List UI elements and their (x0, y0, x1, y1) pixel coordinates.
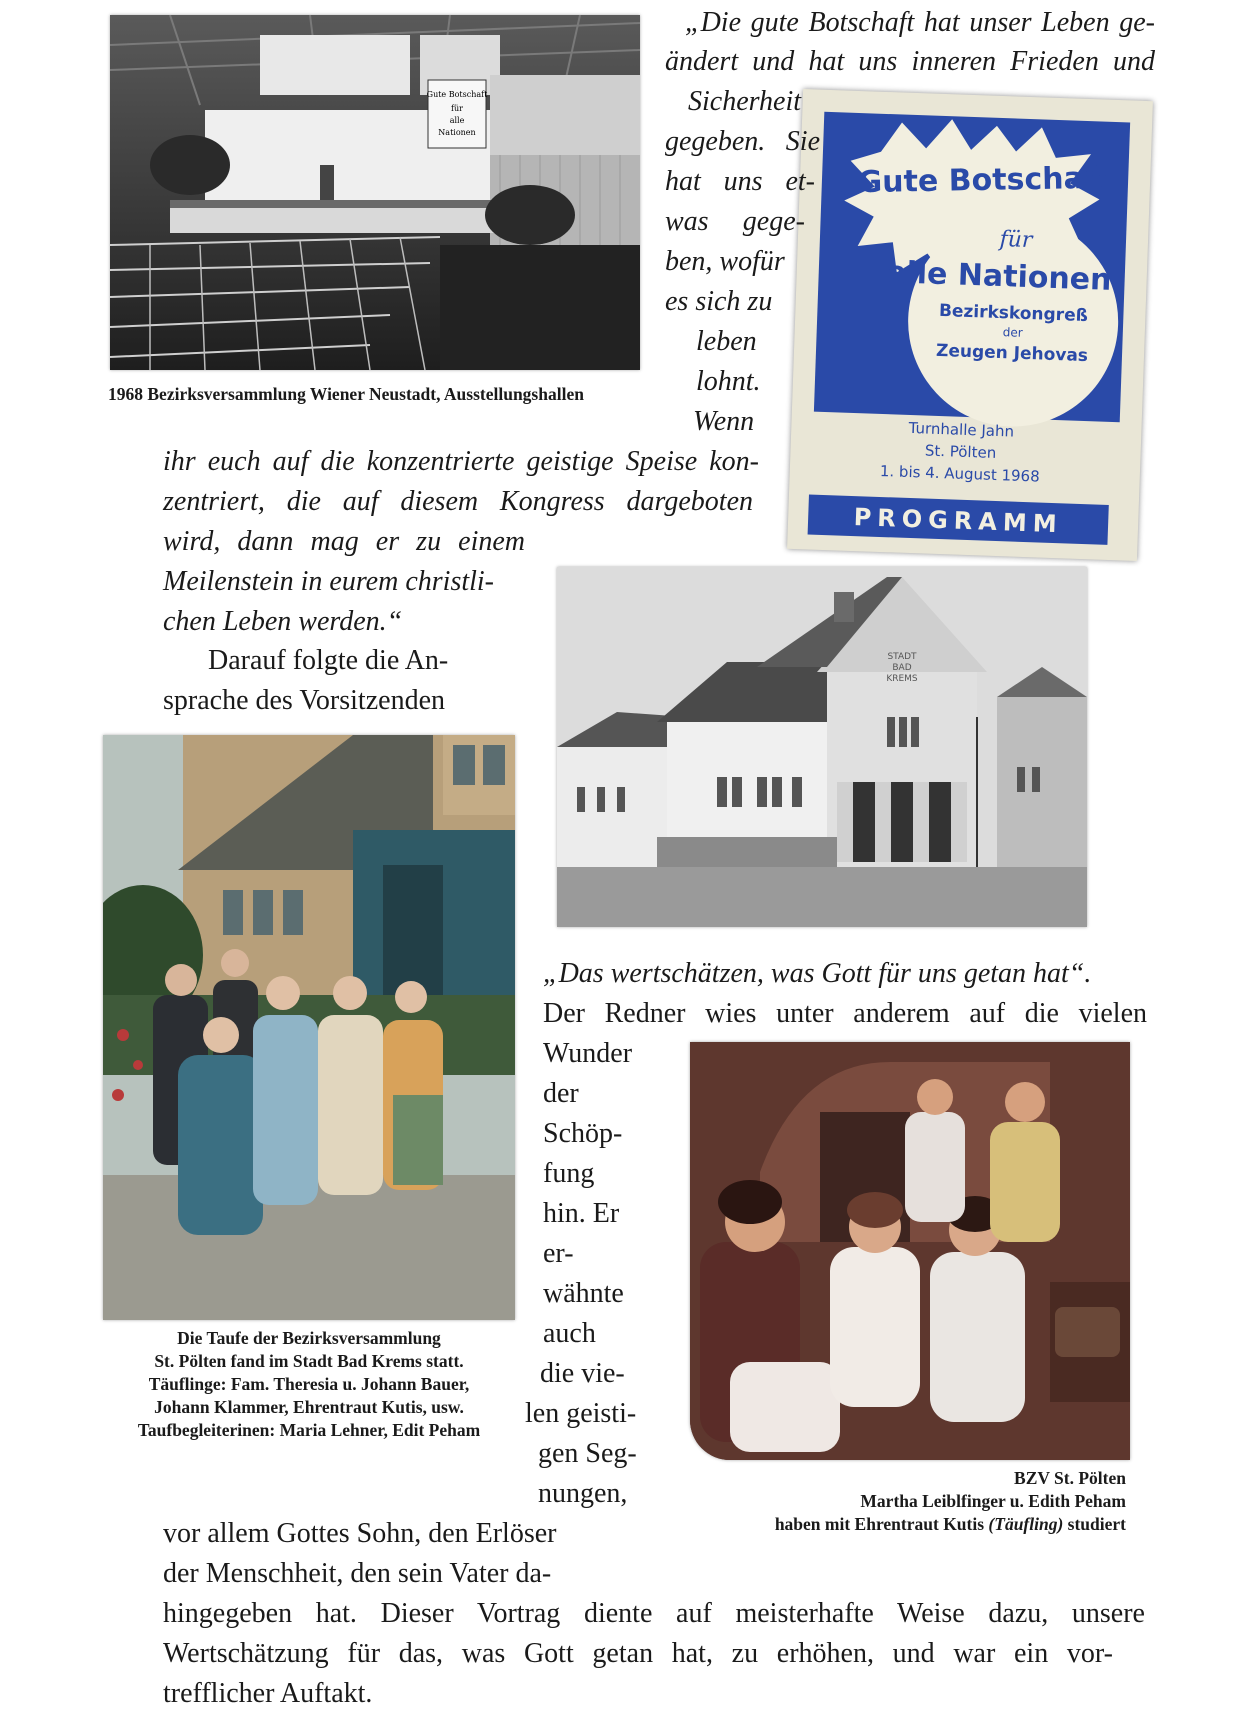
quote-line-5: hat uns et- (665, 166, 815, 197)
quote-line-9: leben (696, 326, 757, 357)
para2-line-10: die vie- (540, 1358, 625, 1389)
program-band-text: PROGRAMM (853, 503, 1064, 539)
quote-line-8: es sich zu (665, 286, 773, 317)
baptism-caption-line3: Täuflinge: Fam. Theresia u. Johann Bauer, (148, 1374, 470, 1394)
banner-text-1: Gute Botschaft (426, 90, 488, 99)
quote-line-15: Meilenstein in eurem christli- (163, 566, 494, 597)
quote-line-13: zentriert, die auf diesem Kongress dargeboten (163, 486, 753, 517)
program-title-line1: „Gute Botschaft (837, 160, 1112, 201)
para2-line-3: der (543, 1078, 579, 1109)
study-caption-line3c: studiert (1063, 1514, 1126, 1534)
para2-line-14: vor allem Gottes Sohn, den Erlöser (163, 1518, 557, 1549)
exhibition-hall-image (110, 15, 640, 370)
program-booklet-photo (795, 95, 1155, 565)
baptism-caption (103, 1327, 515, 1442)
program-dates: 1. bis 4. August 1968 (879, 461, 1041, 486)
para2-line-5: fung (543, 1158, 595, 1189)
baptism-group-image (103, 735, 515, 1320)
baptism-caption-line4: Johann Klammer, Ehrentraut Kutis, usw. (154, 1397, 464, 1417)
building-sign-1: STADT (887, 652, 917, 662)
program-title-line2: für (999, 226, 1033, 254)
quote-line-11: Wenn (693, 406, 755, 437)
building-sign-2: BAD (892, 663, 912, 673)
quote-line-2: ändert und hat uns inneren Frieden und (665, 46, 1155, 77)
building-image (557, 567, 1087, 927)
quote-line-16: chen Leben werden.“ (163, 606, 403, 637)
para2-line-2: Wunder (543, 1038, 633, 1069)
study-caption (700, 1467, 1126, 1536)
baptism-caption-line2: St. Pölten fand im Stadt Bad Krems statt. (154, 1351, 464, 1371)
quote-line-10: lohnt. (696, 366, 761, 397)
para2-line-18: trefflicher Auftakt. (163, 1678, 373, 1709)
study-group-image (690, 1042, 1130, 1460)
exhibition-hall-photo (110, 15, 640, 370)
quote-line-1: „Die gute Botschaft hat unser Leben ge- (685, 7, 1155, 38)
para1-line-1: Darauf folgte die An- (208, 645, 449, 676)
para2-line-1: Der Redner wies unter anderem auf die vielen (543, 998, 1147, 1029)
program-booklet (787, 89, 1153, 561)
building-photo (557, 567, 1087, 927)
para2-line-16: hingegeben hat. Dieser Vortrag diente auf meisterhafte Weise dazu, unsere (163, 1598, 1145, 1629)
baptism-caption-line5: Taufbegleiterinen: Maria Lehner, Edit Peham (137, 1420, 481, 1440)
program-cover-artwork (787, 89, 1153, 561)
para2-line-9: auch (543, 1318, 596, 1349)
banner-text-4: Nationen (438, 128, 476, 137)
program-subtitle-3: Zeugen Jehovas (935, 340, 1089, 367)
para2-line-6: hin. Er (543, 1198, 620, 1229)
hall-photo-caption: 1968 Bezirksversammlung Wiener Neustadt, Ausstellungshallen (108, 384, 584, 404)
para2-line-4: Schöp- (543, 1118, 623, 1149)
banner-text-2: für (451, 104, 463, 113)
quote-line-6: was gege- (665, 206, 805, 237)
para2-line-8: wähnte (543, 1278, 624, 1309)
para2-line-13: nungen, (538, 1478, 628, 1509)
study-caption-line3 (700, 1513, 1126, 1536)
para2-line-17: Wertschätzung für das, was Gott getan hat, zu erhöhen, und war ein vor- (163, 1638, 1113, 1669)
program-title-line3: alle Nationen" (885, 255, 1128, 299)
study-caption-line1: BZV St. Pölten (1014, 1468, 1126, 1488)
quote-line-7: ben, wofür (665, 246, 785, 277)
para1-line-2: sprache des Vorsitzenden (163, 685, 445, 716)
quote-line-14: wird, dann mag er zu einem (163, 526, 525, 557)
study-caption-line3a: haben mit Ehrentraut Kutis (774, 1514, 989, 1534)
baptism-caption-line1: Die Taufe der Bezirksversammlung (177, 1328, 441, 1348)
program-venue-2: St. Pölten (924, 441, 997, 462)
building-sign-3: KREMS (886, 674, 918, 684)
quote-line-4: gegeben. Sie (665, 126, 820, 157)
para2-line-11: len geisti- (525, 1398, 637, 1429)
study-caption-line2: Martha Leiblfinger u. Edith Peham (860, 1491, 1126, 1511)
para2-line-15: der Menschheit, den sein Vater da- (163, 1558, 552, 1589)
study-caption-taufling: (Täufling) (988, 1514, 1064, 1534)
para2-line-12: gen Seg- (538, 1438, 637, 1469)
quote-line-3: Sicherheit (688, 86, 802, 117)
program-subtitle-1: Bezirkskongreß (938, 300, 1089, 327)
para2-line-7: er- (543, 1238, 574, 1269)
quote-line-12: ihr euch auf die konzentrierte geistige Speise kon- (163, 446, 759, 477)
study-group-photo (690, 1042, 1130, 1460)
banner-text-3: alle (449, 116, 465, 125)
program-venue-1: Turnhalle Jahn (908, 418, 1015, 441)
talk-title: „Das wertschätzen, was Gott für uns getan hat“. (543, 958, 1092, 989)
program-subtitle-2: der (1002, 325, 1023, 340)
baptism-group-photo (103, 735, 515, 1320)
